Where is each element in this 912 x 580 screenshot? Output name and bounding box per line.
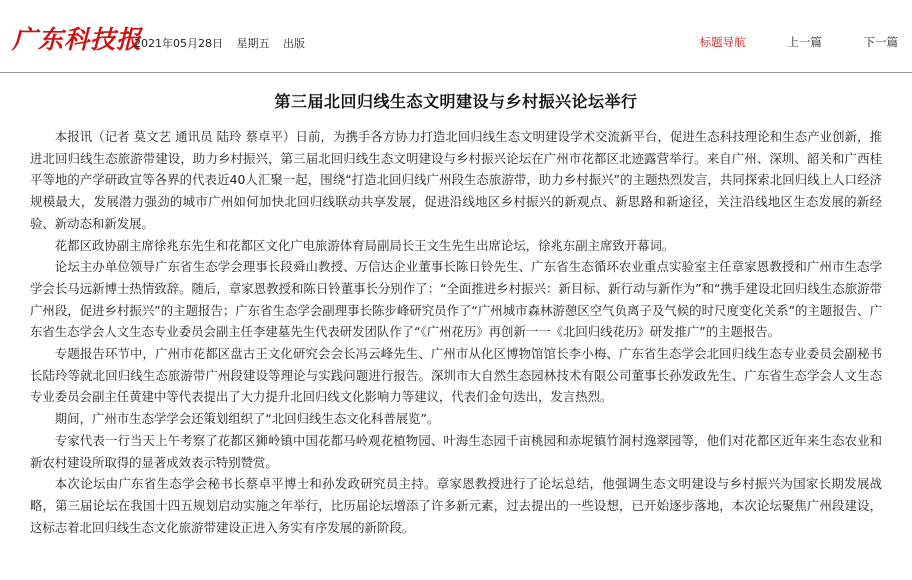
issue-date: 2021年05月28日 (134, 37, 223, 50)
article-body (0, 126, 912, 538)
paragraph: 专题报告环节中，广州市花都区盘古王文化研究会会长冯云峰先生、广州市从化区博物馆馆长李小梅、广东省生态学会北回归线生态专业委员会副秘书长陆玲等就北回归线生态旅游带广州段建设等理论与实践问题进行报告。深圳市大自然生态园林技术有限公司董事长孙发政先生、广东省生态学会人文生态专业委员会副主任黄建中等代表提出了大力提升北回归线文化影响力等建议，代表们金句迭出，发言热烈。 (30, 346, 882, 405)
newspaper-logo[interactable]: 广东科技报 (12, 25, 143, 54)
article-title: 第三届北回归线生态文明建设与乡村振兴论坛举行 (274, 92, 638, 111)
issue-weekday: 星期五 (236, 37, 270, 50)
prev-article-link[interactable]: 上一篇 (787, 35, 822, 49)
paragraph: 花都区政协副主席徐兆东先生和花都区文化广电旅游体育局副局长王文生先生出席论坛，徐兆东副主席致开幕词。 (54, 237, 675, 253)
issue-meta (134, 35, 315, 51)
paragraph: 期间，广州市生态学学会还策划组织了“北回归线生态文化科普展览”。 (54, 411, 440, 427)
issue-edition: 出版 (283, 37, 305, 50)
top-bar (0, 0, 912, 73)
article-nav (662, 34, 898, 50)
next-article-link[interactable]: 下一篇 (863, 35, 898, 49)
paragraph: 本报讯（记者 莫文艺 通讯员 陆玲 蔡卓平）日前，为携手各方协力打造北回归线生态文明建设学术交流新平台，促进生态科技理论和生态产业创新，推进北回归线生态旅游带建设，助力乡村振兴，第三届北回归线生态文明建设与乡村振兴论坛在广州市花都区北迹露营举行。来自广州、深圳、韶关和广西桂平等地的产学研政宣等各界的代表近40人汇聚一起，围绕“打造北回归线广州段生态旅游带，助力乡村振兴”的主题热烈发言，共同探索北回归线上人口经济规模最大，发展潜力强劲的城市广州如何加快北回归线联动共享发展，促进沿线地区乡村振兴的新观点、新思路和新途径，关注沿线地区生态发展的新经验、新动态和新发展。 (30, 129, 882, 231)
paragraph: 专家代表一行当天上午考察了花都区狮岭镇中国花都马岭观花植物园、叶海生态园千亩桃园和赤坭镇竹洞村逸翠园等，他们对花都区近年来生态农业和新农村建设所取得的显著成效表示特别赞赏。 (30, 432, 882, 470)
paragraph: 本次论坛由广东省生态学会秘书长蔡卓平博士和孙发政研究员主持。章家恩教授进行了论坛总结，他强调生态文明建设与乡村振兴为国家长期发展战略，第三届论坛在我国十四五规划启动实施之年举行，比历届论坛增添了许多新元素，过去提出的一些设想，已开始逐步落地，本次论坛聚焦广州段建设，这标志着北回归线生态文化旅游带建设正进入务实有序发展的新阶段。 (30, 476, 882, 535)
paragraph: 论坛主办单位领导广东省生态学会理事长段舜山教授、万信达企业董事长陈日铃先生、广东省生态循环农业重点实验室主任章家恩教授和广州市生态学学会长马远新博士热情致辞。随后，章家恩教授和陈日铃董事长分别作了：“全面推进乡村振兴：新目标、新行动与新作为”和“携手建设北回归线生态旅游带广州段，促进乡村振兴”的主题报告；广东省生态学会副理事长陈步峰研究员作了“广州城市森林游憩区空气负离子及气候的时尺度变化关系”的主题报告、广东省生态学会人文生态专业委员会副主任李建墓先生代表研发团队作了“《广州花历》再创新一一《北回归线花历》研发推广”的主题报告。 (30, 259, 882, 340)
title-nav-link[interactable]: 标题导航 (699, 35, 746, 49)
